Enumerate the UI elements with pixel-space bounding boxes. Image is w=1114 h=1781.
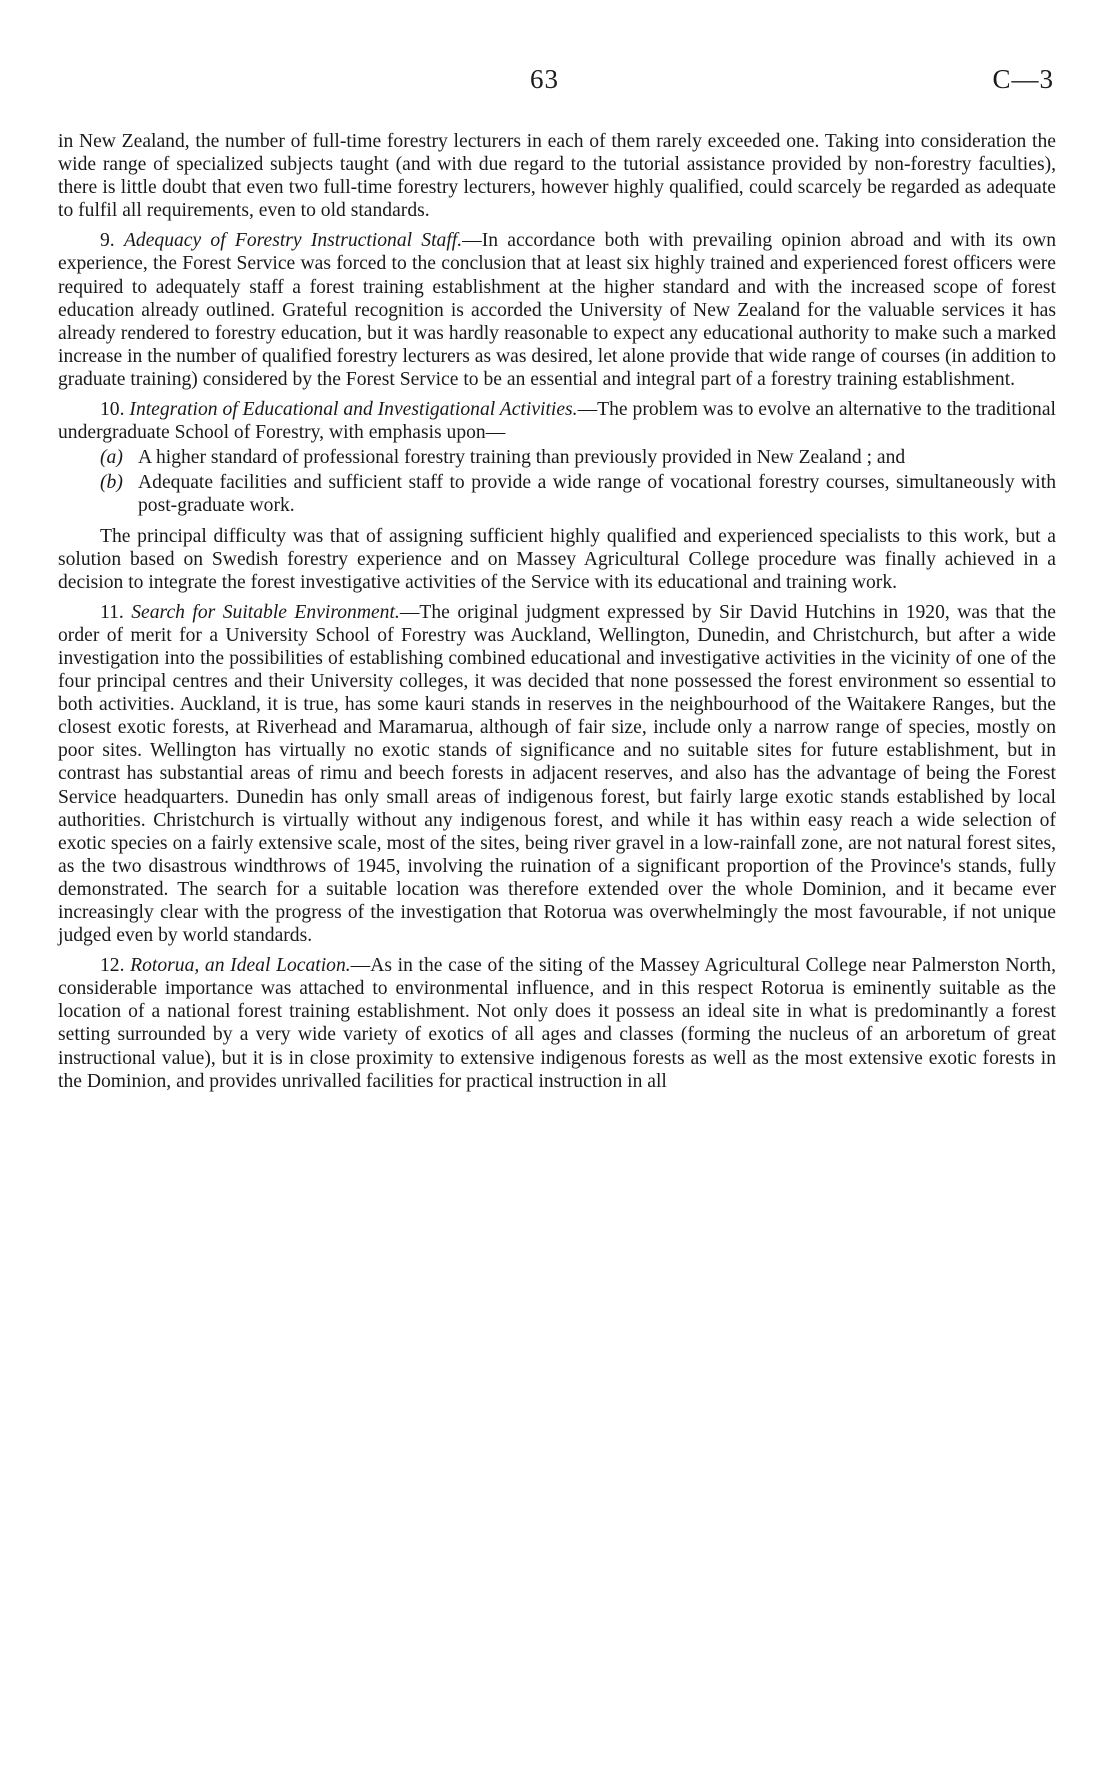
paragraph-number: 11. bbox=[100, 601, 124, 623]
paragraph-heading: Integration of Educational and Investigational Activities. bbox=[129, 399, 578, 421]
paragraph-continued bbox=[58, 130, 1056, 222]
paragraph-text: in New Zealand, the number of full-time forestry lecturers in each of them rarely exceeded one. Taking into consideration the wide range of specialized subjects taught (and with due regard to the tutorial assistance provided by non-forestry faculties), there is little doubt that even two full-time forestry lecturers, however highly qualified, could scarcely be regarded as adequate to fulfil all requirements, even to old standards. bbox=[58, 131, 1056, 222]
body-text bbox=[58, 130, 1056, 1100]
paragraph-10 bbox=[58, 398, 1056, 444]
paragraph-text: The principal difficulty was that of assigning sufficient highly qualified and experienced specialists to this work, but a solution based on Swedish forestry experience and on Massey Agricultural College procedure was finally achieved in a decision to integrate the forest investigative activities of the Service with its educational and training work. bbox=[58, 525, 1056, 593]
list-marker: (a) bbox=[100, 447, 123, 469]
paragraph-heading: Rotorua, an Ideal Location. bbox=[130, 955, 351, 977]
paragraph-10-continued bbox=[58, 525, 1056, 594]
paragraph-number: 10. bbox=[100, 399, 125, 421]
list-item-b bbox=[58, 471, 1056, 517]
page-header bbox=[0, 64, 1114, 100]
document-reference: C—3 bbox=[992, 64, 1054, 94]
paragraph-number: 12. bbox=[100, 955, 125, 977]
paragraph-heading: Search for Suitable Environment. bbox=[131, 601, 400, 623]
paragraph-9 bbox=[58, 229, 1056, 391]
list-marker: (b) bbox=[100, 472, 123, 494]
paragraph-number: 9. bbox=[100, 230, 115, 252]
list-item-text: Adequate facilities and sufficient staff to provide a wide range of vocational forestry courses, simultaneously with post-graduate work. bbox=[138, 472, 1056, 517]
paragraph-heading: Adequacy of Forestry Instructional Staff. bbox=[123, 230, 463, 252]
heading-dash: — bbox=[399, 601, 420, 623]
paragraph-12 bbox=[58, 954, 1056, 1093]
paragraph-text: As in the case of the siting of the Massey Agricultural College near Palmerston North, considerable importance was attached to environmental influence, and in this respect Rotorua is eminently suitable as the location of a national forest training establishment. Not only does it possess an ideal site in what is predominantly a forest setting surrounded by a very wide variety of exotics of all ages and classes (forming the nucleus of an arboretum of great instructional value), but it is in close proximity to extensive indigenous forests as well as the most extensive exotic forests in the Dominion, and provides unrivalled facilities for practical instruction in all bbox=[58, 955, 1056, 1092]
paragraph-text: The problem was to evolve an alternative to the traditional undergraduate School of Forestry, with emphasis upon— bbox=[58, 399, 1056, 444]
paragraph-text: In accordance both with prevailing opinion abroad and with its own experience, the Forest Service was forced to the conclusion that at least six highly trained and experienced forest officers were required to adequately staff a forest training establishment at the higher standard and with the increased scope of forest education already outlined. Grateful recognition is accorded the University of New Zealand for the valuable services it has already rendered to forestry education, but it was hardly reasonable to expect any educational authority to make such a marked increase in the number of qualified forestry lecturers as was desired, let alone provide that wide range of courses (in addition to graduate training) considered by the Forest Service to be an essential and integral part of a forestry training establishment. bbox=[58, 230, 1057, 390]
paragraph-text: The original judgment expressed by Sir David Hutchins in 1920, was that the order of merit for a University School of Forestry was Auckland, Wellington, Dunedin, and Christchurch, but after a wide investigation into the possibilities of establishing combined educational and investigative activities in the vicinity of one of the four principal centres and their University colleges, it was decided that none possessed the forest environment so essential to both activities. Auckland, it is true, has some kauri stands in reserves in the neighbourhood of the Waitakere Ranges, but the closest exotic forests, at Riverhead and Maramarua, although of fair size, include only a narrow range of species, mostly on poor sites. Wellington has virtually no exotic stands of significance and no suitable sites for future establishment, but in contrast has substantial areas of rimu and beech forests in adjacent reserves, and also has the advantage of being the Forest Service headquarters. Dunedin has only small areas of indigenous forest, but fairly large exotic stands established by local authorities. Christchurch is virtually without any indigenous forest, and while it has within easy reach a wide selection of exotic species on a fairly extensive scale, most of the sites, being river gravel in a low-rainfall zone, are not natural forest sites, as the two disastrous windthrows of 1945, involving the ruination of a significant proportion of the Province's stands, fully demonstrated. The search for a suitable location was therefore extended over the whole Dominion, and it became ever increasingly clear with the progress of the investigation that Rotorua was overwhelmingly the most favourable, if not unique judged even by world standards. bbox=[58, 601, 1057, 947]
heading-dash: — bbox=[350, 955, 371, 977]
list-item-a bbox=[58, 446, 1056, 469]
heading-dash: — bbox=[577, 399, 598, 421]
paragraph-11 bbox=[58, 601, 1056, 947]
page-number: 63 bbox=[530, 64, 559, 94]
heading-dash: — bbox=[462, 230, 482, 252]
list-item-text: A higher standard of professional forestry training than previously provided in New Zealand ; and bbox=[138, 447, 906, 469]
